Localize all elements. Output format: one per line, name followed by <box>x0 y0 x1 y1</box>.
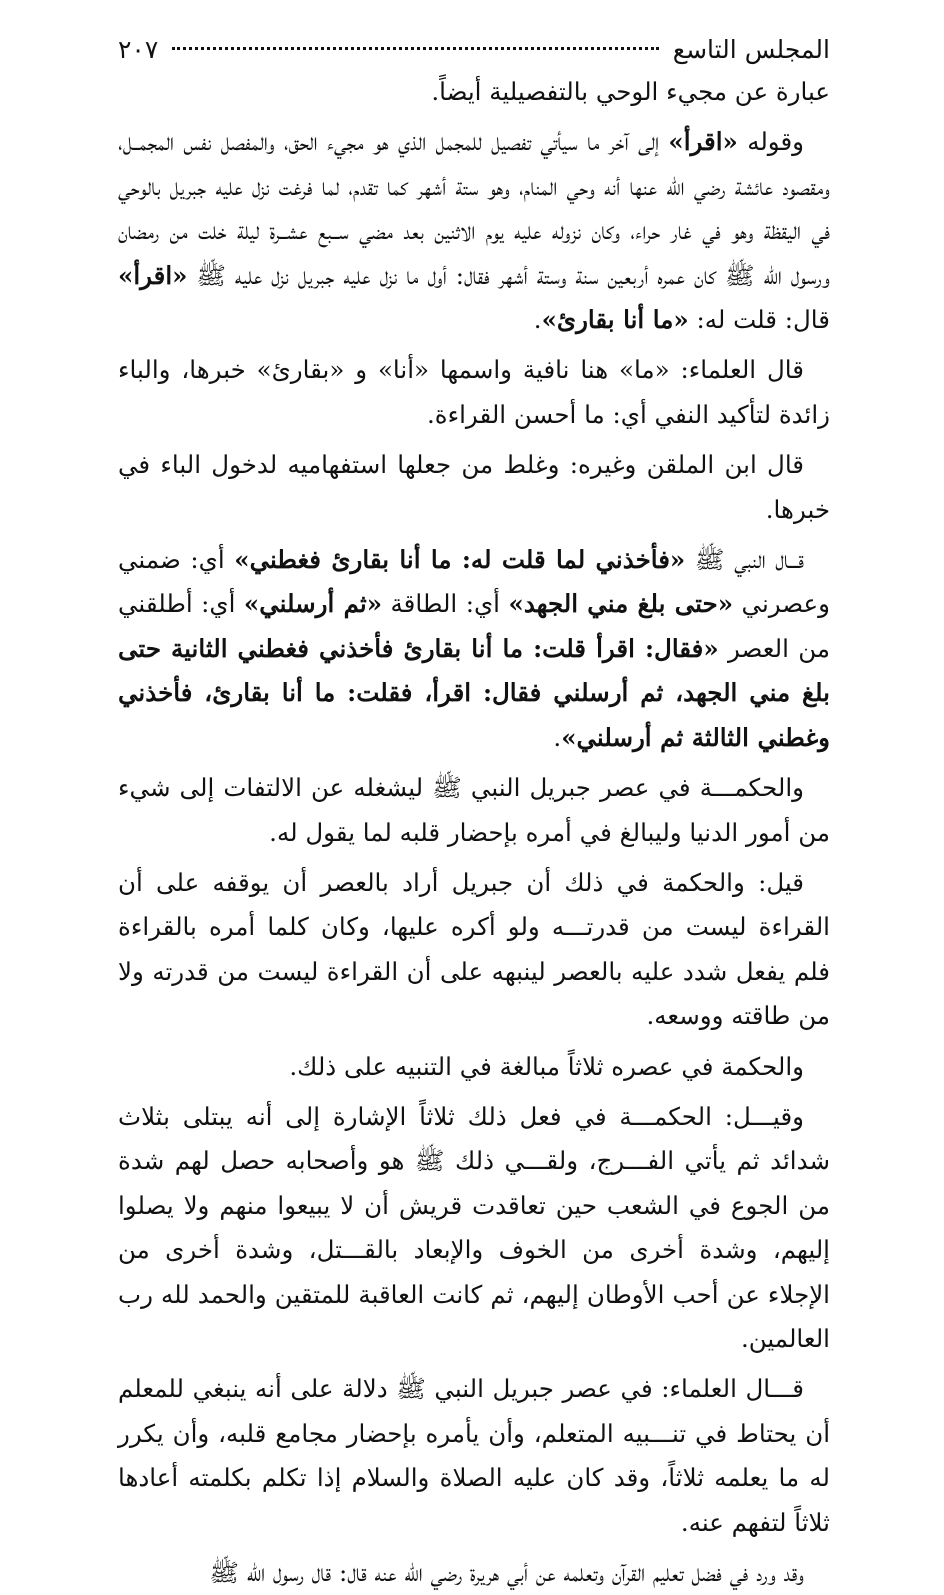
paragraph-text: قال: قلت له: <box>688 305 830 335</box>
paragraph-text: أي: أطلقني من العصر <box>118 589 830 663</box>
paragraph-text: وقيـــل: الحكمـــة في فعل ذلك ثلاثاً الإشارة إلى أنه يبتلى بثلاث شدائد ثم يأتي الفـــرج، ولقـــي ذلك ﷺ هو وأصحابه حصل لهم شدة من الجوع في الشعب حين تعاقدت قريش أن لا يبيعوا منهم ولا يصلوا إليهم، وشدة أخرى من الخوف والإبعاد بالقـــتل، وشدة أخرى من الإجلاء عن أحب الأوطان إليهم، ثم كانت العاقبة للمتقين والحمد لله رب العالمين. <box>118 1101 830 1353</box>
paragraph <box>118 70 830 114</box>
paragraph <box>118 1367 830 1545</box>
paragraph-text: أي: ضمني وعصرني <box>118 545 830 619</box>
paragraph-text: قال العلماء: «ما» هنا نافية واسمها «أنا» و «بقارئ» خبرها، والباء زائدة لتأكيد النفي أي: ما أحسن القراءة. <box>118 355 830 429</box>
paragraph-text: . <box>533 305 542 335</box>
page-number: ٢٠٧ <box>118 35 159 64</box>
paragraph-text: والحكمة في عصره ثلاثاً مبالغة في التنبيه على ذلك. <box>289 1051 804 1081</box>
paragraph-text: قيل: والحكمة في ذلك أن جبريل أراد بالعصر أن يوقفه على أن القراءة ليست من قدرتـــه ولو أكره عليها، وكان كلما أمره بالقراءة فلم يفعل شدد عليه بالعصر لينبهه على أن القراءة ليست من قدرته ولا من طاقته ووسعه. <box>118 867 830 1031</box>
paragraph-text: وقد ورد في فضل تعليم القرآن وتعلمه عن أبي هريرة رضي الله عنه قال: قال رسول الله ﷺ <box>209 1558 804 1587</box>
paragraph <box>118 120 830 342</box>
paragraph-text: قـــال النبي ﷺ <box>685 545 804 575</box>
paragraph <box>118 1095 830 1361</box>
body-text <box>118 70 830 1595</box>
paragraph-text: قـــال العلماء: في عصر جبريل النبي ﷺ دلالة على أنه ينبغي للمعلم أن يحتاط في تنـــبيه المتعلم، وأن يأمره بإحضار مجامع قلبه، وأن يكرر له ما يعلمه ثلاثاً، وقد كان عليه الصلاة والسلام إذا تكلم بكلمته أعادها ثلاثاً لتفهم عنه. <box>118 1374 830 1537</box>
paragraph <box>118 1045 830 1089</box>
quoted-hadith-text: «ما أنا بقارئ» <box>541 305 689 335</box>
quoted-hadith-text: «ثم أرسلني» <box>243 589 383 619</box>
quoted-hadith-text: «حتى بلغ مني الجهد» <box>508 589 734 619</box>
paragraph-text: أي: الطاقة <box>382 589 509 619</box>
paragraph-text: إلى آخر ما سيأتي تفصيل للمجمل الذي هو مجيء الحق، والمفصل نفس المجمــل، ومقصود عائشة رضي الله عنها أنه وحي المنام، وهو ستة أشهر كما تقدم، لما فرغت نزل عليه جبريل بالوحي في اليقظة وهو في غار حراء، وكان نزوله عليه يوم الاثنين بعد مضي ســبع عشــرة ليلة خلت من رمضان ورسول الله ﷺ كان عمره أربعين سنة وستة أشهر فقال: أول ما نزل عليه جبريل نزل عليه ﷺ <box>118 127 830 290</box>
quoted-hadith-text: «اقرأ» <box>118 260 188 290</box>
paragraph <box>118 861 830 1039</box>
paragraph-text: عبارة عن مجيء الوحي بالتفصيلية أيضاً. <box>431 77 830 106</box>
quoted-hadith-text: «فأخذني لما قلت له: ما أنا بقارئ فغطني» <box>234 545 686 575</box>
paragraph-text: والحكمـــة في عصر جبريل النبي ﷺ ليشغله عن الالتفات إلى شيء من أمور الدنيا وليبالغ في أمره بإحضار قلبه لما يقول له. <box>118 773 830 847</box>
quoted-hadith-text: «اقرأ» <box>668 127 738 157</box>
paragraph-text: وقوله <box>737 127 804 157</box>
quoted-hadith-text: «فقال: اقرأ قلت: ما أنا بقارئ فأخذني فغطني الثانية حتى بلغ مني الجهد، ثم أرسلني فقال: اقرأ، فقلت: ما أنا بقارئ، فأخذني وغطني الثالثة ثم أرسلني» <box>118 633 830 752</box>
paragraph <box>118 1551 830 1595</box>
paragraph <box>118 348 830 437</box>
paragraph <box>118 538 830 760</box>
paragraph-text: . <box>553 722 562 752</box>
paragraph-text: قال ابن الملقن وغيره: وغلط من جعلها استفهاميه لدخول الباء في خبرها. <box>118 450 830 524</box>
paragraph <box>118 766 830 855</box>
paragraph <box>118 443 830 532</box>
chapter-title: المجلس التاسع <box>672 35 830 64</box>
header-dotted-leader <box>172 47 658 50</box>
page-header <box>118 32 830 70</box>
